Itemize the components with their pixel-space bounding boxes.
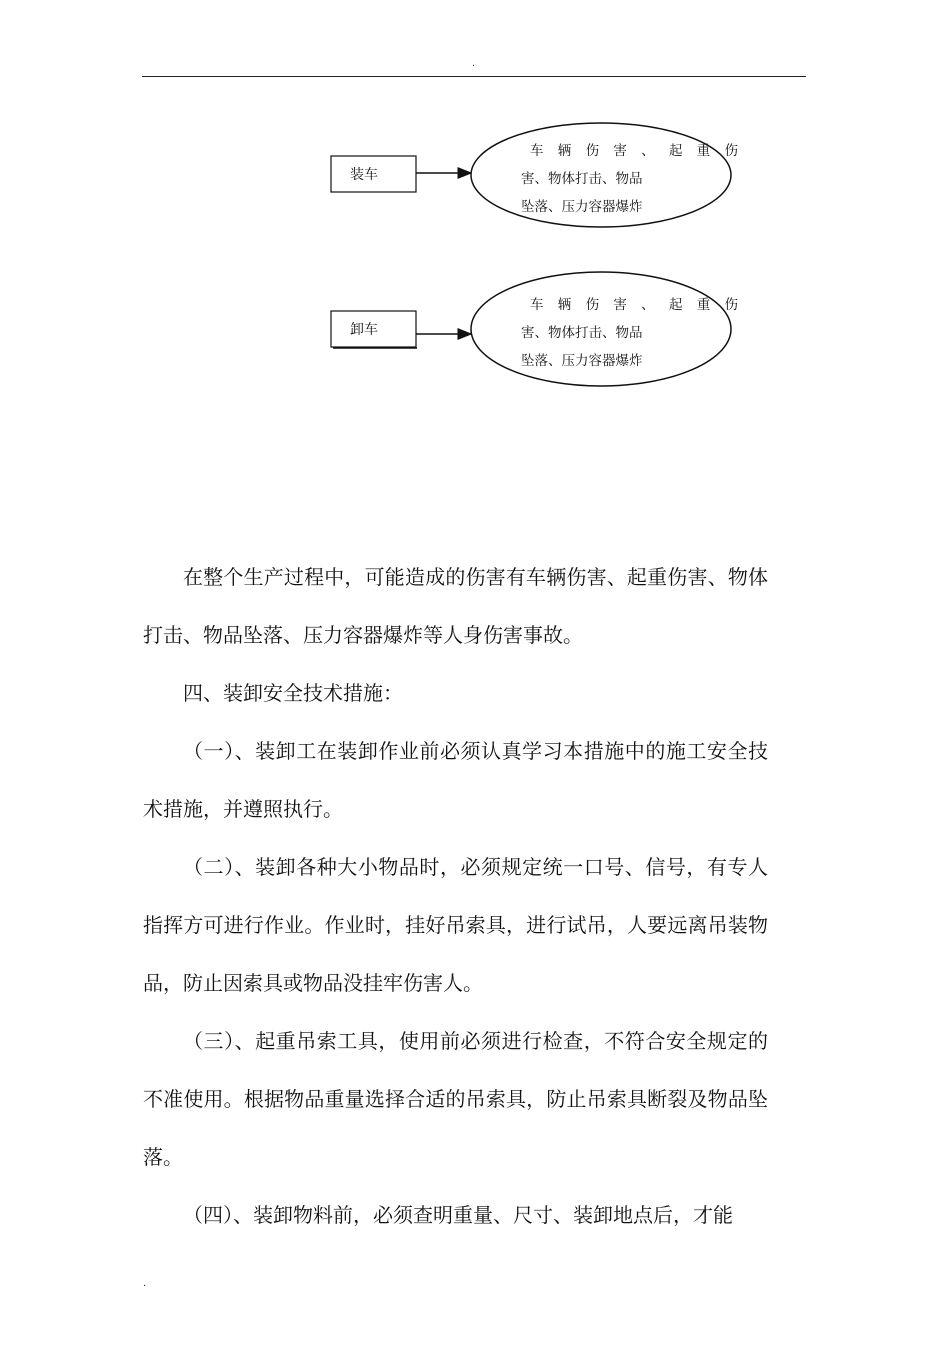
box-load-label: 装车 (350, 167, 378, 183)
document-body (143, 548, 768, 1244)
paragraph-measure-3: （三）、起重吊索工具，使用前必须进行检查，不符合安全规定的不准使用。根据物品重量选择合适的吊索具，防止吊索具断裂及物品坠落。 (143, 1029, 768, 1169)
ellipse-unload-line-1: 车 辆 伤 害 、 起 重 伤 (530, 297, 744, 313)
paragraph-measure-2: （二）、装卸各种大小物品时，必须规定统一口号、信号，有专人指挥方可进行作业。作业时，挂好吊索具，进行试吊，人要远离吊装物品，防止因索具或物品没挂牢伤害人。 (143, 855, 768, 995)
footer-mark: . (143, 1278, 147, 1289)
ellipse-load-text (521, 137, 744, 221)
hazard-diagram (0, 0, 950, 420)
ellipse-load-line-2: 害、物体打击、物品 (521, 171, 643, 187)
paragraph-hazard-summary: 在整个生产过程中，可能造成的伤害有车辆伤害、起重伤害、物体打击、物品坠落、压力容器爆炸等人身伤害事故。 (143, 565, 768, 647)
ellipse-unload-line-3: 坠落、压力容器爆炸 (521, 353, 643, 369)
section-heading-measures: 四、装卸安全技术措施： (183, 681, 403, 705)
ellipse-unload-text (521, 291, 744, 375)
header-mark: . (472, 58, 476, 69)
paragraph-measure-4: （四）、装卸物料前，必须查明重量、尺寸、装卸地点后，才能 (183, 1203, 733, 1227)
paragraph-measure-1: （一）、装卸工在装卸作业前必须认真学习本措施中的施工安全技术措施，并遵照执行。 (143, 739, 768, 821)
ellipse-load-line-1: 车 辆 伤 害 、 起 重 伤 (530, 143, 744, 159)
ellipse-unload-line-2: 害、物体打击、物品 (521, 325, 643, 341)
box-unload-label: 卸车 (350, 322, 378, 338)
ellipse-load-line-3: 坠落、压力容器爆炸 (521, 199, 643, 215)
diagram-shapes (0, 0, 950, 420)
